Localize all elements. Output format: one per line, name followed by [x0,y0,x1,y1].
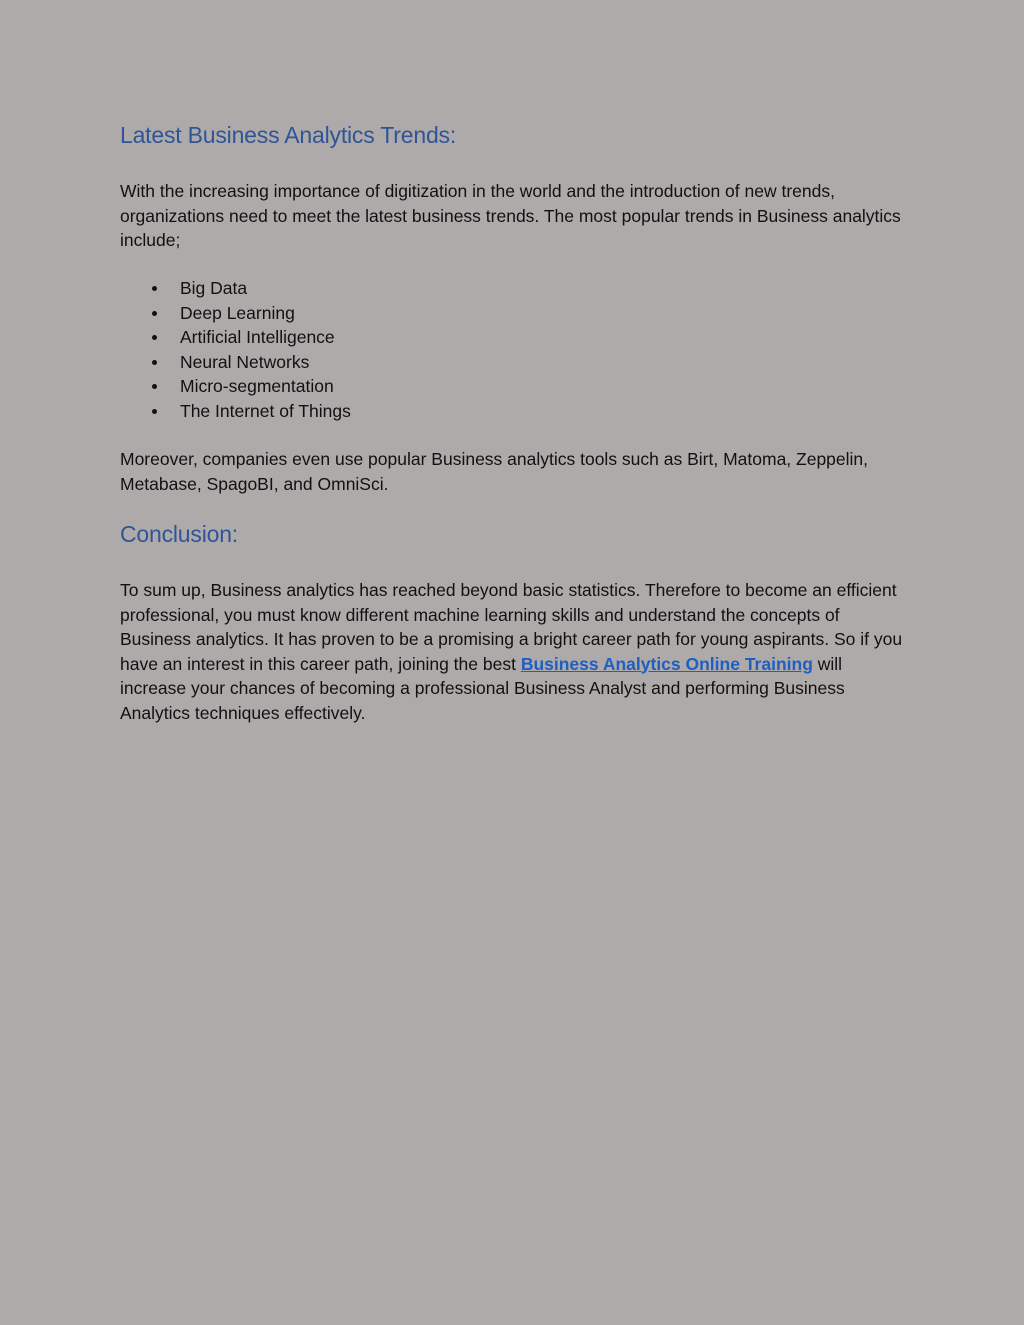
trends-intro-paragraph: With the increasing importance of digitization in the world and the introduction of new trends, organizations need to meet the latest business trends. The most popular trends in Business analytics include; [120,181,901,250]
list-item-label: Deep Learning [180,302,295,323]
conclusion-paragraph [120,578,910,725]
business-analytics-training-link[interactable]: Business Analytics Online Training [520,653,813,674]
list-item-label: Artificial Intelligence [180,327,335,347]
trends-bullet-list [120,276,351,423]
conclusion-text-after-link: will increase your chances of becoming a professional Business Analyst and performing Business Analytics techniques effectively. [120,653,845,723]
list-item [120,350,351,375]
list-item [120,325,351,350]
list-item-label: Neural Networks [180,351,310,372]
section-heading-trends: Latest Business Analytics Trends: [120,122,457,148]
bullet-icon [152,409,157,414]
list-item-label: Big Data [180,278,248,298]
bullet-icon [152,384,157,389]
list-item [120,399,351,424]
bullet-icon [152,286,157,291]
list-item [120,374,351,399]
conclusion-text-before-link: To sum up, Business analytics has reached beyond basic statistics. Therefore to become an efficient professional, you must know different machine learning skills and understand the concepts of Business analytics. It has proven to be a promising a bright career path for young aspirants. So if you have an interest in this career path, joining the best [120,580,903,674]
list-item-label: The Internet of Things [180,400,351,421]
tools-paragraph: Moreover, companies even use popular Business analytics tools such as Birt, Matoma, Zeppelin, Metabase, SpagoBI, and OmniSci. [120,449,869,494]
bullet-icon [152,311,157,316]
bullet-icon [152,360,157,365]
list-item [120,301,351,326]
section-heading-conclusion: Conclusion: [120,521,238,547]
list-item [120,276,351,301]
list-item-label: Micro-segmentation [180,376,334,396]
bullet-icon [152,335,157,340]
